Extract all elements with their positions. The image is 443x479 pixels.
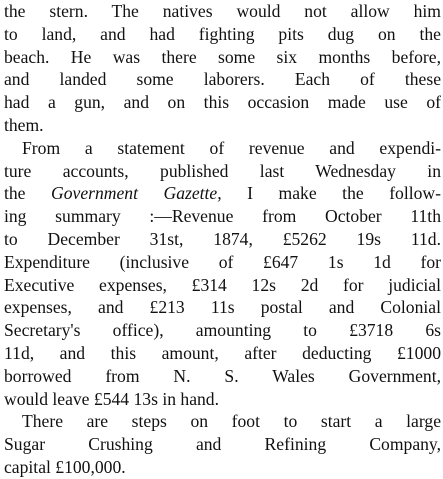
text-line: expenses, and £213 11s postal and Colonial — [4, 297, 441, 318]
text-line: them. — [4, 114, 44, 135]
text-line-gazette — [4, 182, 441, 205]
text-line: There are steps on foot to start a large — [22, 411, 441, 432]
paragraph-landing — [4, 0, 441, 137]
text-line: Expenditure (inclusive of £647 1s 1d for — [4, 251, 441, 272]
text-line: would leave £544 13s in hand. — [4, 388, 219, 409]
text-segment: I make the follow- — [221, 183, 441, 204]
text-line: Sugar Crushing and Refining Company, — [4, 434, 441, 455]
text-line: Secretary's office), amounting to £3718 6s — [4, 320, 441, 341]
text-line: to December 31st, 1874, £5262 19s 11d. — [4, 228, 441, 249]
paragraph-revenue — [4, 137, 441, 411]
text-line: to land, and had fighting pits dug on the — [4, 23, 441, 44]
text-line: beach. He was there some six months before, — [4, 46, 441, 67]
gazette-title: Government Gazette, — [51, 183, 222, 204]
text-line: From a statement of revenue and expendi- — [22, 137, 441, 158]
article-column — [4, 0, 441, 479]
paragraph-sugar-company — [4, 410, 441, 478]
text-line: Executive expenses, £314 12s 2d for judicial — [4, 274, 441, 295]
text-line: and landed some laborers. Each of these — [4, 69, 441, 90]
text-line: ing summary :—Revenue from October 11th — [4, 206, 441, 227]
text-line: borrowed from N. S. Wales Government, — [4, 365, 441, 386]
text-segment: the — [4, 183, 52, 204]
text-line: 11d, and this amount, after deducting £1000 — [4, 342, 441, 363]
text-line: capital £100,000. — [4, 456, 126, 477]
text-line: had a gun, and on this occasion made use of — [4, 92, 441, 113]
text-line: the stern. The natives would not allow him — [4, 1, 441, 21]
text-line: ture accounts, published last Wednesday in — [4, 160, 441, 181]
